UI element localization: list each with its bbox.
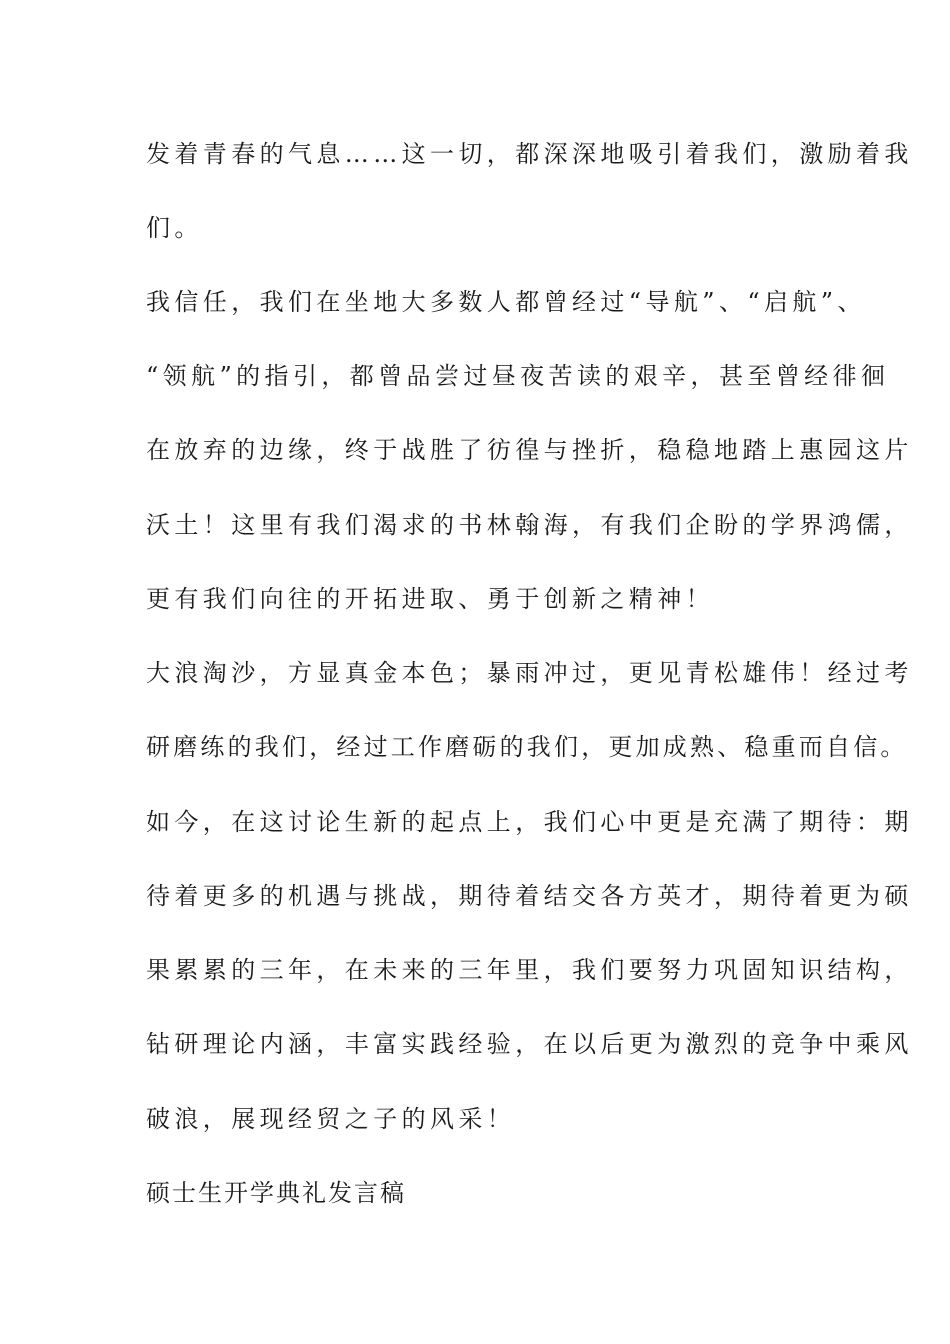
document-title-text: 硕士生开学典礼发言稿 <box>146 1179 406 1207</box>
text-line: “领航”的指引，都曾品尝过昼夜苦读的艰辛，甚至曾经徘徊 <box>146 362 890 390</box>
text-line: 钻研理论内涵，丰富实践经验，在以后更为激烈的竞争中乘风 <box>146 1030 913 1058</box>
text-line: 们。 <box>146 214 203 242</box>
text-line: 如今，在这讨论生新的起点上，我们心中更是充满了期待：期 <box>146 808 913 836</box>
text-line: 沃土！这里有我们渴求的书林翰海，有我们企盼的学界鸿儒， <box>146 511 913 539</box>
text-line: 更有我们向往的开拓进取、勇于创新之精神！ <box>146 585 714 613</box>
text-line: 果累累的三年，在未来的三年里，我们要努力巩固知识结构， <box>146 956 913 984</box>
text-line: 我信任，我们在坐地大多数人都曾经过“导航”、“启航”、 <box>146 288 866 316</box>
text-line: 研磨练的我们，经过工作磨砺的我们，更加成熟、稳重而自信。 <box>146 733 908 761</box>
text-line: 待着更多的机遇与挑战，期待着结交各方英才，期待着更为硕 <box>146 882 913 910</box>
text-line: 发着青春的气息……这一切，都深深地吸引着我们，激励着我 <box>146 140 913 168</box>
text-line: 破浪，展现经贸之子的风采！ <box>146 1105 516 1133</box>
text-line: 在放弃的边缘，终于战胜了彷徨与挫折，稳稳地踏上惠园这片 <box>146 436 913 464</box>
text-line: 大浪淘沙，方显真金本色；暴雨冲过，更见青松雄伟！经过考 <box>146 659 913 687</box>
